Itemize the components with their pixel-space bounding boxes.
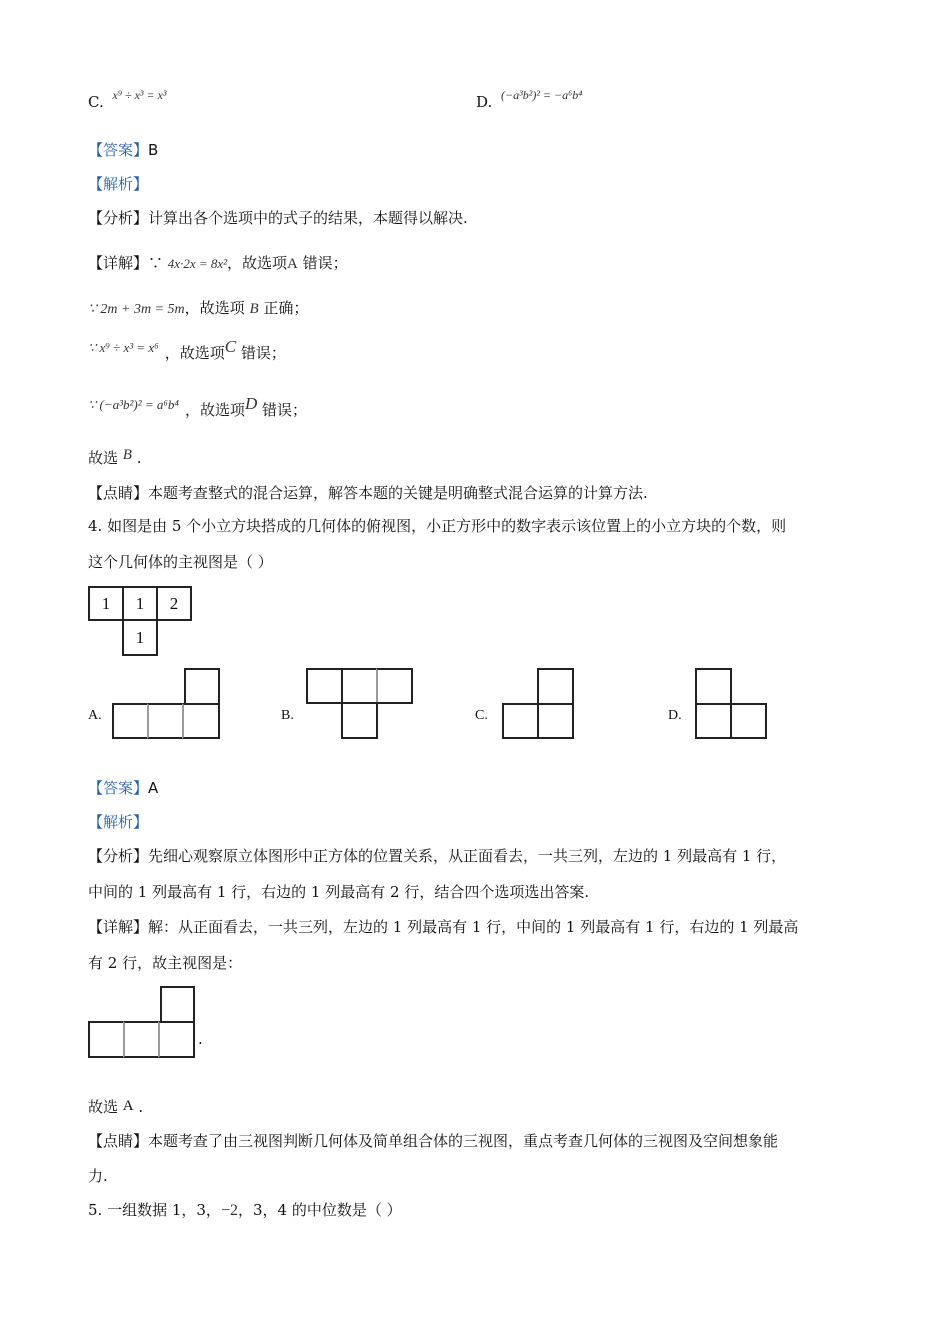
conclusion-pre: 故选 [88,449,119,467]
option-c-label: C. [88,93,104,111]
option-b-label: B. [281,708,294,723]
q3-line-c [88,337,286,364]
square [147,703,184,739]
square [730,703,767,739]
q4-xiangjie-1: 【详解】解：从正面看去，一共三列，左边的 1 列最高有 1 行，中间的 1 列最高有 1 行，右边的 1 列最高 [88,918,799,936]
q4-conclusion [88,1097,143,1118]
wrong-text: 错误； [302,254,348,272]
grid-number: 2 [169,593,179,613]
square [160,986,195,1023]
grid-cell-2 [122,586,158,621]
q3-line-b [88,298,308,320]
option-c-figure-label: C. [475,708,488,723]
q4-stem-line1: 4. 如图是由 5 个小立方块搭成的几何体的俯视图，小正方形中的数字表示该位置上的小立方块的个数，则 [88,517,787,535]
grid-cell-3 [156,586,192,621]
conclusion-post: . [136,449,142,467]
q3-answer-line [88,140,158,160]
q4-fenxi-2: 中间的 1 列最高有 1 行，右边的 1 列最高有 2 行，结合四个选项选出答案. [88,883,590,901]
wrong-text: 错误； [262,401,308,419]
xiangjie-prefix: 【详解】∵ [88,254,164,272]
grid-cell-4 [122,619,158,656]
q4-dianjing-1: 【点睛】本题考查了由三视图判断几何体及简单组合体的三视图，重点考查几何体的三视图及空间想象能 [88,1132,779,1150]
right-text: 正确； [263,299,309,317]
answer-tag: 【答案】 [88,141,149,159]
square [502,703,539,739]
square [341,668,378,704]
square [695,703,732,739]
grid-cell-1 [88,586,124,621]
q5-stem [88,1200,402,1221]
expr-c-tail: ，故选项 [164,344,225,362]
square [88,1021,125,1058]
option-ref-a: A [287,256,298,272]
square [695,668,732,705]
option-a-label: A. [88,708,102,723]
q4-stem-line2: 这个几何体的主视图是（ ） [88,553,273,571]
expr-a: 4x·2x = 8x² [167,256,228,271]
option-d-expression: (−a³b²)² = −a⁶b⁴ [501,88,583,102]
square [182,703,220,739]
expr-b: ∵ 2m + 3m = 5m [88,302,185,317]
option-d-figure-label: D. [668,708,682,723]
q3-dianjing [88,483,648,503]
square [158,1021,195,1058]
grid-number: 1 [135,593,145,613]
expr-b-tail: ，故选项 [184,299,245,317]
square [112,703,149,739]
q5-stem-post: ，3，4 的中位数是（ ） [237,1201,402,1219]
grid-number: 1 [101,593,111,613]
option-d-row [476,88,583,113]
q3-fenxi: 【分析】计算出各个选项中的式子的结果，本题得以解决. [88,209,468,227]
square [537,703,574,739]
q4-xiangjie-2: 有 2 行，故主视图是： [88,954,243,972]
q3-line-d [88,394,308,421]
answer-tag: 【答案】 [88,779,149,797]
square [184,668,220,705]
option-d-label: D. [476,93,493,111]
q5-stem-pre: 5. 一组数据 1，3， [88,1201,221,1219]
option-ref-d: D [244,394,258,413]
option-ref-b: B [249,301,259,317]
option-c-row [88,88,167,113]
wrong-text: 错误； [240,344,286,362]
expr-d: ∵ (−a³b²)² = a⁶b⁴ [88,397,179,412]
conclusion-pre: 故选 [88,1098,119,1116]
conclusion-option: A [122,1098,134,1114]
conclusion-option: B [122,447,132,463]
square [376,668,413,704]
answer-value: B [148,141,159,159]
q3-analysis-tag: 【解析】 [88,175,149,193]
expr-a-tail: ，故选项 [227,254,288,272]
square [537,668,574,705]
conclusion-post: . [138,1098,144,1116]
q5-negative-number: −2 [220,1202,238,1219]
square [306,668,343,704]
figure-period: . [198,1030,203,1048]
q3-xiangjie-a [88,253,348,274]
expr-d-tail: ，故选项 [184,401,245,419]
q4-fenxi-1: 【分析】先细心观察原立体图形中正方体的位置关系，从正面看去，一共三列，左边的 1 列最高有 1 行， [88,847,787,865]
dianjing-text: 【点睛】本题考查整式的混合运算，解答本题的关键是明确整式混合运算的计算方法. [88,484,648,502]
square [123,1021,160,1058]
q4-analysis-tag: 【解析】 [88,813,149,831]
grid-number: 1 [135,627,145,647]
square [341,702,378,739]
q4-dianjing-2: 力. [88,1167,108,1185]
expr-c: ∵ x⁹ ÷ x³ = x⁶ [88,340,159,355]
q4-answer-line [88,778,158,798]
option-c-expression: x⁹ ÷ x³ = x³ [112,88,167,102]
option-ref-c: C [224,337,237,356]
q3-conclusion [88,448,142,469]
answer-value: A [148,779,159,797]
